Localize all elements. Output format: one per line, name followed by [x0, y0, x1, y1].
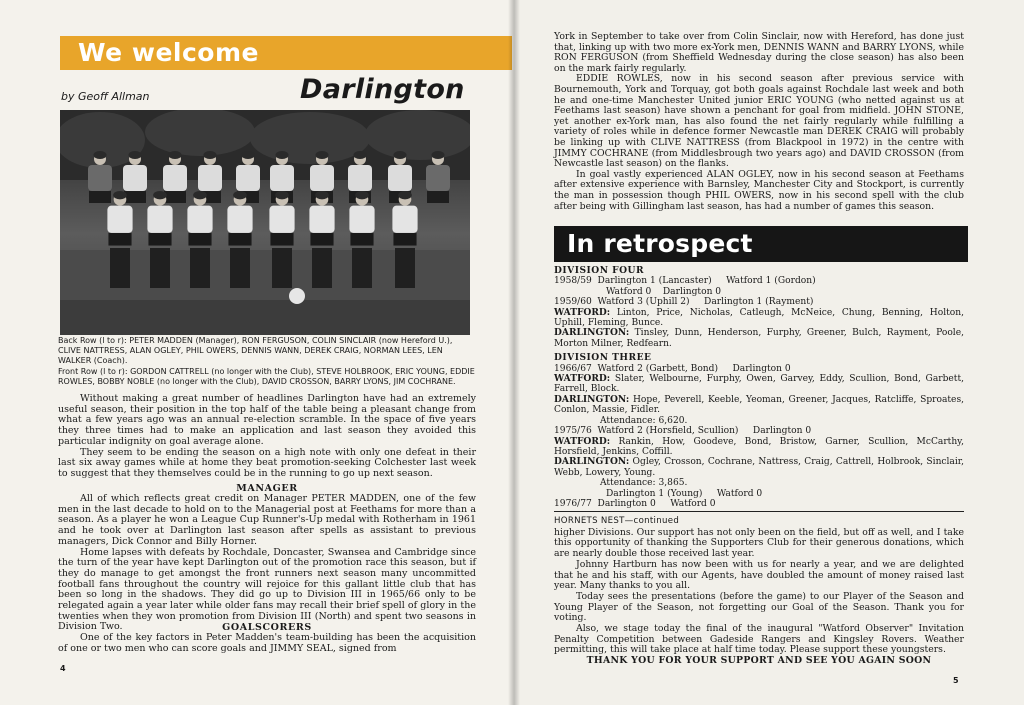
goalscorers-text — [58, 633, 476, 654]
lineup-names: Slater, Welbourne, Furphy, Owen, Garvey, Eddy, Scullion, Bond, Garbett, Farrell, Block. — [554, 374, 964, 395]
division-three-heading: DIVISION THREE — [554, 352, 652, 364]
lineup-names: Rankin, How, Goodeve, Bond, Bristow, Garner, Scullion, McCarthy, Horsfield, Jenkins, Coffill. — [554, 436, 964, 457]
hornets-paragraph: Today sees the presentations (before the game) to our Player of the Season and Young Player of the Season, not forgetting our Goal of the Season. Thank you for voting. — [554, 590, 964, 624]
retrospect-title: In retrospect — [567, 229, 753, 258]
player-legs — [352, 248, 372, 288]
hornets-heading: HORNETS NEST—continued — [554, 516, 680, 526]
player-legs — [190, 248, 210, 288]
team-photo-illustration — [60, 110, 470, 335]
team-label: WATFORD: — [554, 435, 611, 447]
player-legs — [230, 248, 250, 288]
lineup-names: Ogley, Crosson, Cochrane, Nattress, Craig, Cattrell, Holbrook, Sinclair, Webb, Lowery, Young. — [554, 457, 964, 478]
hornets-paragraph: Also, we stage today the final of the inaugural "Watford Observer" Invitation Penalty Competition between Gadeside Rangers and Kingsley Rovers. Weather permitting, this will take place at half time today. Please support these youngsters. — [554, 623, 964, 656]
division-four-heading: DIVISION FOUR — [554, 265, 645, 276]
lineup-watford — [554, 308, 964, 329]
player-legs — [110, 248, 130, 288]
intro-paragraph: They seem to be ending the season on a high note with only one defeat in their last six away games while at home they beat promotion-seeking Colchester last week to suggest that they themselves could be in the running to go up next season. — [58, 446, 476, 479]
intro-text — [58, 394, 476, 480]
result-line: Watford 0 Darlington 0 — [606, 286, 722, 297]
page-number-left: 4 — [60, 664, 66, 673]
headline: Darlington — [300, 74, 465, 105]
caption-front-row: Front Row (l to r): GORDON CATTRELL (no longer with the Club), STEVE HOLBROOK, ERIC YOUNG, EDDIE ROWLES, BOBBY NOBLE (no longer with the Club), DAVID CROSSON, BARRY LYONS, JIM COCHRANE. — [58, 366, 475, 386]
banner-title: We welcome — [78, 38, 259, 67]
lineup-names: Linton, Price, Nicholas, Catleugh, McNeice, Chung, Benning, Holton, Uphill, Fleming, Bunce. — [554, 307, 964, 329]
continuation-paragraph: EDDIE ROWLES, now in his second season after previous service with Bournemouth, York and Torquay, got both goals against Rochdale last week and both he and one-time Manchester United junior ERIC YOUNG (who netted against us at Feethams last season) have shown a penchant for goal from midfield. JOHN STONE, yet another ex-York man, has also found the net fairly regularly while fulfilling a variety of roles while in defence former Newcastle man DEREK CRAIG will probably be linking up with CLIVE NATTRESS (from Blackpool in 1972) in the centre with JIMMY COCHRANE (from Middlesbrough two years ago) and DAVID CROSSON (from Newcastle last season) on the flanks. — [554, 73, 964, 170]
page-gutter — [508, 0, 520, 705]
manager-paragraph: Home lapses with defeats by Rochdale, Doncaster, Swansea and Cambridge since the turn of the year have kept Darlington out of the promotion race this season, but if they do manage to get amongst the front runners next season many uncommitted football fans throughout the country will rejoice for this gallant little club that has been so long in the shadows. They did go up to Division III in 1965/66 only to be relegated again a year later while older fans may recall their brief spell of glory in the twenties when they won promotion from Division III (North) and spent two seasons in Division Two. — [58, 546, 476, 633]
hornets-nest-continued — [554, 516, 964, 667]
continuation-text — [554, 32, 964, 212]
goalscorers-heading: GOALSCORERS — [222, 622, 312, 633]
team-label: WATFORD: — [554, 306, 611, 318]
caption-back-row: Back Row (l to r): PETER MADDEN (Manager), RON FERGUSON, COLIN SINCLAIR (now Hereford U.), CLIVE NATTRESS, ALAN OGLEY, PHIL OWERS, DENNIS WANN, DEREK CRAIG, NORMAN LEES, LEN WALKER (Coach). — [58, 336, 453, 366]
page-number-right: 5 — [953, 676, 959, 685]
photo-caption — [58, 336, 476, 387]
manager-text — [58, 494, 476, 633]
manager-paragraph: All of which reflects great credit on Manager PETER MADDEN, one of the few men in the last decade to hold on to the Managerial post at Feethams for more than a season. As a player he won a League Cup Runner's-Up medal with Rotherham in 1961 and he took over at Darlington last season after spells as assistant to previous managers, Dick Connor and Billy Horner. — [58, 493, 476, 547]
football — [289, 288, 305, 304]
lineup-names: Tinsley, Dunn, Henderson, Furphy, Greener, Bulch, Rayment, Poole, Morton Milner, Redfearn. — [554, 328, 964, 349]
hornets-thanks: THANK YOU FOR YOUR SUPPORT AND SEE YOU AGAIN SOON — [586, 655, 932, 667]
hornets-paragraph: higher Divisions. Our support has not only been on the field, but off as well, and I take this opportunity of thanking the Supporters Club for their generous donations, which are nearly double those received last year. — [554, 526, 964, 560]
player-legs — [312, 248, 332, 288]
intro-paragraph: Without making a great number of headlines Darlington have had an extremely useful season, their position in the top half of the table being a pleasant change from what a few years ago was an annual re-election scramble. In the space of five years they three times had to make an application and last season they avoided this particular indignity on goal average alone. — [58, 393, 476, 447]
lineup-names: Hope, Peverell, Keeble, Yeoman, Greener, Jacques, Ratcliffe, Sproates, Conlon, Massie, Fidler. — [554, 394, 964, 416]
player-legs — [272, 248, 292, 288]
player-legs — [150, 248, 170, 288]
lineup-darlington — [554, 457, 964, 478]
result-line: 1975/76 Watford 2 (Horsfield, Scullion) Darlington 0 — [554, 426, 812, 437]
continuation-paragraph: In goal vastly experienced ALAN OGLEY, now in his second season at Feethams after extensive experience with Barnsley, Manchester City and Stockport, is currently the man in possession though PHIL OWERS, now in his second spell with the club after being with Gillingham last season, has had a number of games this season. — [554, 168, 964, 212]
result-line: 1958/59 Darlington 1 (Lancaster) Watford 1 (Gordon) — [554, 276, 816, 287]
lineup-darlington — [554, 328, 964, 349]
lineup-watford — [554, 437, 964, 458]
team-label: DARLINGTON: — [554, 456, 630, 468]
section-divider — [554, 511, 964, 512]
team-label: DARLINGTON: — [554, 327, 630, 339]
team-photo — [60, 110, 470, 335]
hornets-paragraph: Johnny Hartburn has now been with us for nearly a year, and we are delighted that he and his staff, with our Agents, have doubled the amount of money raised last year. Many thanks to you all. — [554, 558, 964, 592]
result-line: 1959/60 Watford 3 (Uphill 2) Darlington 1 (Rayment) — [554, 297, 814, 308]
result-line: 1966/67 Watford 2 (Garbett, Bond) Darlington 0 — [554, 363, 791, 374]
result-line: 1976/77 Darlington 0 Watford 0 — [554, 498, 716, 509]
team-label: WATFORD: — [554, 373, 611, 385]
lineup-watford — [554, 374, 964, 395]
attendance: Attendance: 6,620. — [600, 415, 688, 426]
team-label: DARLINGTON: — [554, 393, 630, 405]
goalscorers-paragraph: One of the key factors in Peter Madden's team-building has been the acquisition of one or two men who can score goals and JIMMY SEAL, signed from — [58, 632, 476, 654]
lineup-darlington — [554, 395, 964, 416]
player-legs — [395, 248, 415, 288]
attendance: Attendance: 3,865. — [600, 478, 688, 489]
retrospect-results — [554, 265, 964, 509]
result-line: Darlington 1 (Young) Watford 0 — [606, 488, 763, 499]
manager-heading: MANAGER — [236, 483, 298, 494]
continuation-paragraph: York in September to take over from Colin Sinclair, now with Hereford, has done just that, linking up with two more ex-York men, DENNIS WANN and BARRY LYONS, while RON FERGUSON (from Sheffield Wednesday during the close season) has also been on the mark fairly regularly. — [554, 31, 964, 74]
byline: by Geoff Allman — [61, 90, 150, 103]
